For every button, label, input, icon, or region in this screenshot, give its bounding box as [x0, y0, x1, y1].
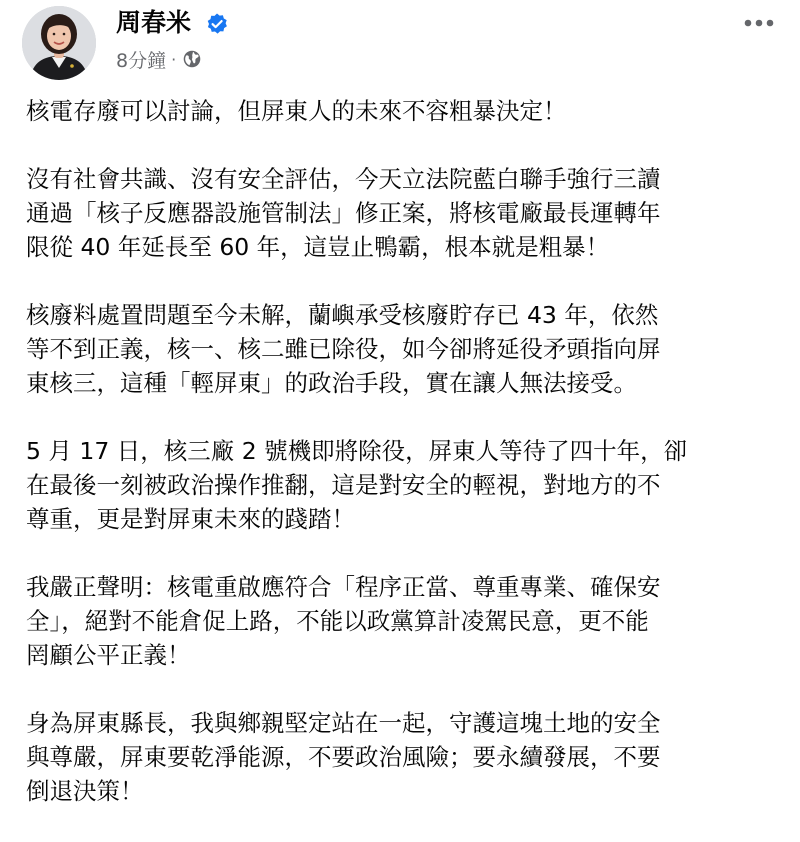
post-body [26, 94, 786, 842]
meta-separator: · [171, 49, 177, 69]
post-text-line: 尊重，更是對屏東未來的踐踏！ [26, 505, 355, 533]
post-text-line: 通過「核子反應器設施管制法」修正案，將核電廠最長運轉年 [26, 199, 661, 227]
more-horizontal-icon [744, 19, 774, 27]
post-text-line: 罔顧公平正義！ [26, 641, 191, 669]
post-text-line: 我嚴正聲明：核電重啟應符合「程序正當、尊重專業、確保安 [26, 573, 661, 601]
post-text-line: 與尊嚴，屏東要乾淨能源，不要政治風險；要永續發展，不要 [26, 743, 661, 771]
post-meta [116, 46, 202, 72]
post-paragraph [26, 706, 786, 808]
post-timestamp[interactable]: 8分鐘 [116, 49, 167, 72]
avatar-image [22, 6, 96, 80]
author-name[interactable]: 周春米 [116, 8, 192, 37]
post-paragraph [26, 162, 786, 264]
post-text-line: 倒退決策！ [26, 777, 144, 805]
post-paragraph [26, 434, 786, 536]
post-text-line: 沒有社會共識、沒有安全評估，今天立法院藍白聯手強行三讀 [26, 165, 661, 193]
post-text-line: 5 月 17 日，核三廠 2 號機即將除役，屏東人等待了四十年，卻 [26, 437, 688, 465]
post-text-line: 在最後一刻被政治操作推翻，這是對安全的輕視，對地方的不 [26, 471, 661, 499]
post-text-line: 身為屏東縣長，我與鄉親堅定站在一起，守護這塊土地的安全 [26, 709, 661, 737]
globe-icon[interactable] [182, 49, 202, 69]
avatar[interactable] [22, 6, 96, 80]
post-paragraph [26, 298, 786, 400]
post-header [0, 0, 800, 88]
post-text-line: 核廢料處置問題至今未解，蘭嶼承受核廢貯存已 43 年，依然 [26, 301, 659, 329]
more-options-button[interactable] [738, 8, 780, 38]
post-paragraph [26, 570, 786, 672]
post-text-line: 等不到正義，核一、核二雖已除役，如今卻將延役矛頭指向屏 [26, 335, 661, 363]
post-text-line: 全」，絕對不能倉促上路，不能以政黨算計凌駕民意，更不能 [26, 607, 649, 635]
post-text-line: 限從 40 年延長至 60 年，這豈止鴨霸，根本就是粗暴！ [26, 233, 610, 261]
post-text-line: 核電存廢可以討論，但屏東人的未來不容粗暴決定！ [26, 97, 567, 125]
post-paragraph [26, 94, 786, 128]
verified-badge-icon [205, 12, 229, 36]
post-text-line: 東核三，這種「輕屏東」的政治手段，實在讓人無法接受。 [26, 369, 637, 397]
